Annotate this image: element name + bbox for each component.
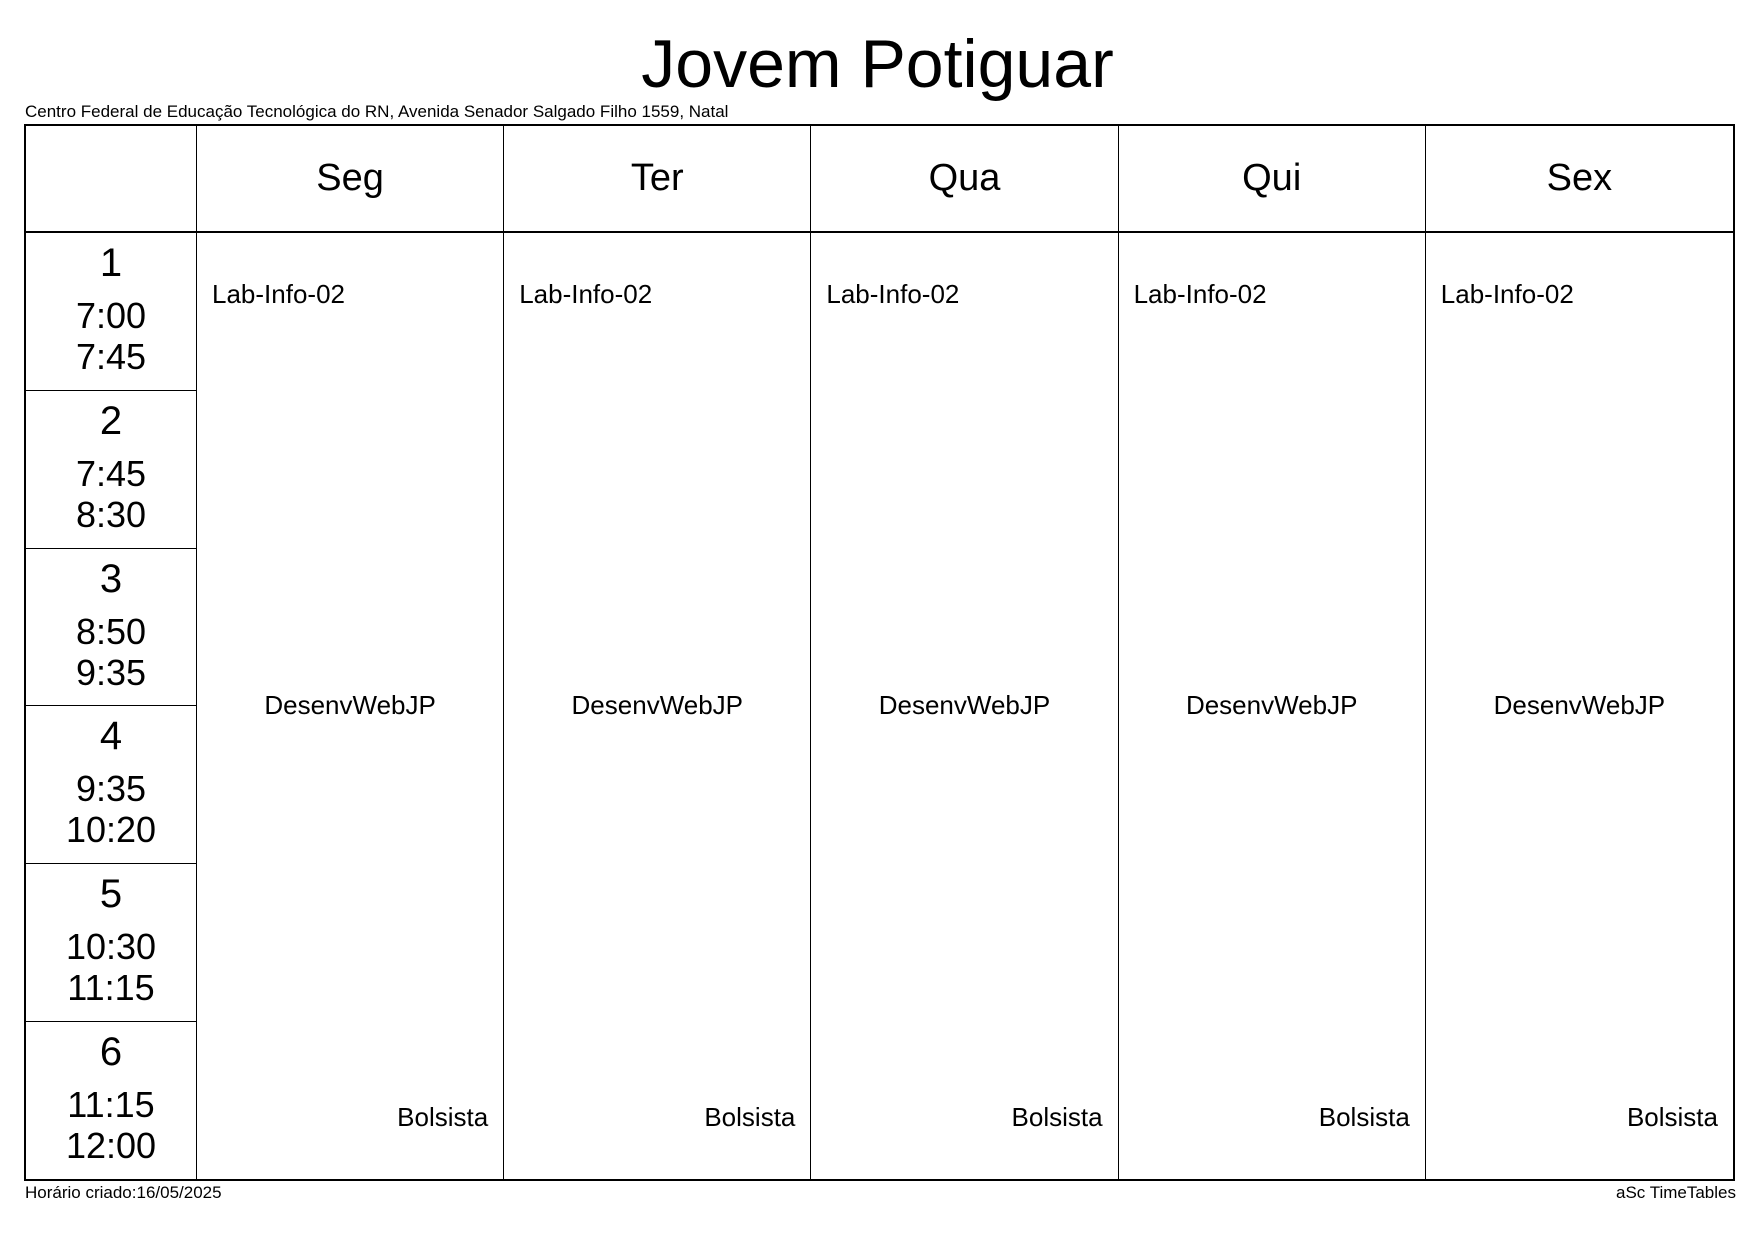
period-start-time: 7:45 bbox=[75, 452, 147, 494]
period-start-time: 9:35 bbox=[75, 768, 147, 810]
lesson-room: Lab-Info-02 bbox=[1440, 279, 1574, 309]
school-address: Centro Federal de Educação Tecnológica do RN, Avenida Senador Salgado Filho 1559, Natal bbox=[25, 102, 729, 121]
software-credit: aSc TimeTables bbox=[1616, 1183, 1736, 1202]
lesson-card-sex bbox=[1426, 233, 1733, 1179]
day-header-ter: Ter bbox=[504, 126, 811, 233]
day-header-qui: Qui bbox=[1119, 126, 1426, 233]
lesson-card-qua bbox=[811, 233, 1118, 1179]
period-row-1 bbox=[26, 233, 196, 391]
period-number: 2 bbox=[99, 398, 123, 443]
timetable-grid bbox=[24, 124, 1735, 1181]
lesson-subject: DesenvWebJP bbox=[1493, 690, 1666, 720]
period-end-time: 10:20 bbox=[65, 809, 157, 851]
period-row-4 bbox=[26, 706, 196, 864]
period-start-time: 7:00 bbox=[75, 295, 147, 336]
lesson-teacher: Bolsista bbox=[1011, 1102, 1103, 1132]
lesson-teacher: Bolsista bbox=[1318, 1102, 1410, 1132]
lesson-teacher: Bolsista bbox=[704, 1102, 796, 1132]
lesson-teacher: Bolsista bbox=[397, 1102, 489, 1132]
lesson-card-seg bbox=[197, 233, 504, 1179]
created-date: Horário criado:16/05/2025 bbox=[25, 1183, 222, 1202]
day-header-sex: Sex bbox=[1426, 126, 1733, 233]
lesson-subject: DesenvWebJP bbox=[264, 690, 436, 720]
lesson-subject: DesenvWebJP bbox=[571, 690, 744, 720]
period-row-3 bbox=[26, 549, 196, 707]
period-start-time: 10:30 bbox=[65, 926, 157, 968]
period-row-6 bbox=[26, 1022, 196, 1179]
period-number: 5 bbox=[99, 872, 123, 917]
lesson-card-qui bbox=[1119, 233, 1426, 1179]
lesson-subject: DesenvWebJP bbox=[1185, 690, 1358, 720]
day-header-seg: Seg bbox=[197, 126, 504, 233]
period-number: 3 bbox=[99, 556, 123, 601]
day-header-qua: Qua bbox=[811, 126, 1118, 233]
period-number: 6 bbox=[99, 1030, 123, 1075]
period-end-time: 7:45 bbox=[75, 336, 147, 377]
period-number: 4 bbox=[99, 714, 123, 759]
lesson-room: Lab-Info-02 bbox=[519, 279, 653, 309]
period-end-time: 11:15 bbox=[67, 967, 155, 1009]
lesson-subject: DesenvWebJP bbox=[878, 690, 1051, 720]
lesson-room: Lab-Info-02 bbox=[826, 279, 960, 309]
period-column bbox=[26, 233, 197, 1179]
period-end-time: 12:00 bbox=[65, 1125, 157, 1167]
period-start-time: 8:50 bbox=[75, 610, 147, 652]
lesson-room: Lab-Info-02 bbox=[1133, 279, 1267, 309]
lesson-teacher: Bolsista bbox=[1626, 1102, 1718, 1132]
lesson-room: Lab-Info-02 bbox=[212, 279, 345, 309]
period-number: 1 bbox=[99, 241, 123, 285]
period-row-2 bbox=[26, 391, 196, 549]
page-title: Jovem Potiguar bbox=[641, 26, 1114, 102]
period-end-time: 9:35 bbox=[75, 651, 147, 693]
period-end-time: 8:30 bbox=[75, 493, 147, 535]
corner-cell bbox=[26, 126, 197, 233]
lesson-card-ter bbox=[504, 233, 811, 1179]
period-start-time: 11:15 bbox=[67, 1084, 155, 1126]
period-row-5 bbox=[26, 864, 196, 1022]
